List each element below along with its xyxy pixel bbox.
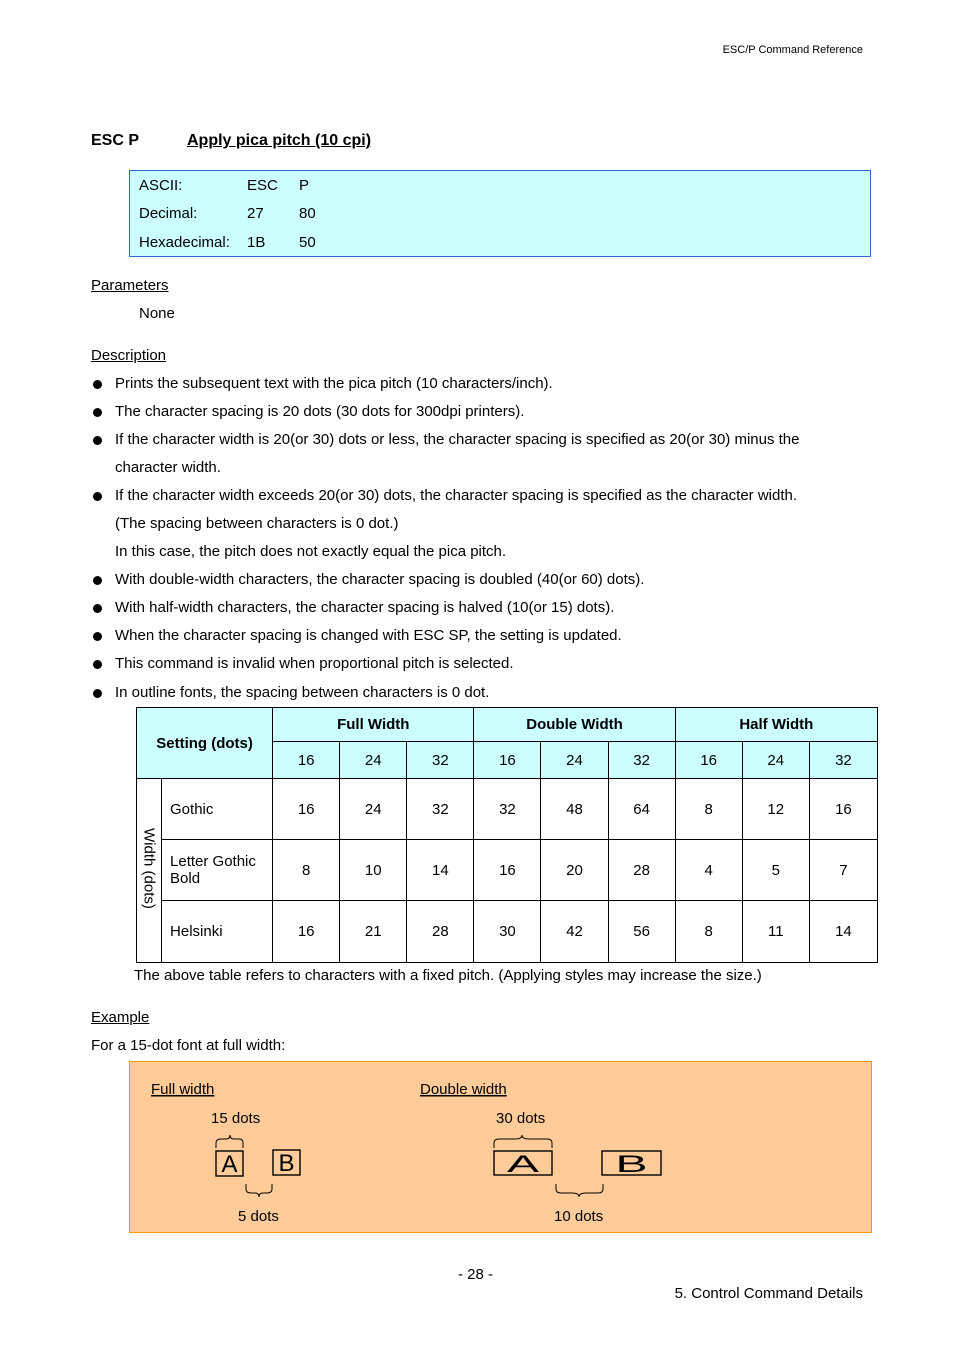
value-cell: 12: [742, 779, 809, 840]
double-width-title: Double width: [420, 1081, 507, 1098]
size-header: 16: [273, 742, 340, 779]
full-char-brace: [216, 1135, 243, 1148]
value-cell: 7: [809, 840, 877, 901]
group-header: Double Width: [474, 708, 675, 742]
group-header: Half Width: [675, 708, 877, 742]
command-heading: [91, 132, 371, 150]
value-cell: 32: [474, 779, 541, 840]
value-cell: 24: [340, 779, 407, 840]
font-name-cell: Letter Gothic Bold: [162, 840, 273, 901]
value-cell: 16: [474, 840, 541, 901]
code-value: 80: [299, 205, 316, 222]
table-row: [137, 840, 878, 901]
bullet-icon: [93, 660, 102, 669]
value-cell: 10: [340, 840, 407, 901]
example-intro: For a 15-dot font at full width:: [91, 1037, 286, 1054]
value-cell: 28: [407, 901, 474, 963]
size-header: 24: [742, 742, 809, 779]
bullet-icon: [93, 436, 102, 445]
size-header: 24: [541, 742, 608, 779]
description-line: The character spacing is 20 dots (30 dots for 300dpi printers).: [115, 403, 525, 420]
double-gap-label: 10 dots: [554, 1208, 604, 1225]
code-label: ASCII:: [139, 177, 183, 194]
table-row: [137, 779, 878, 840]
value-cell: 42: [541, 901, 608, 963]
value-cell: 16: [273, 901, 340, 963]
full-char-a: A: [221, 1151, 238, 1178]
value-cell: 20: [541, 840, 608, 901]
bullet-icon: [93, 604, 102, 613]
command-title: Apply pica pitch (10 cpi): [187, 132, 372, 149]
bullet-icon: [93, 689, 102, 698]
font-name-cell: Gothic: [162, 779, 273, 840]
code-label: Decimal:: [139, 205, 198, 222]
example-box: [129, 1061, 872, 1233]
size-header: 32: [809, 742, 877, 779]
description-line: In this case, the pitch does not exactly equal the pica pitch.: [115, 543, 507, 560]
description-line: (The spacing between characters is 0 dot.): [115, 515, 399, 532]
bullet-icon: [93, 408, 102, 417]
value-cell: 56: [608, 901, 675, 963]
code-value: ESC: [247, 177, 278, 194]
code-value: 27: [247, 205, 264, 222]
value-cell: 11: [742, 901, 809, 963]
value-cell: 21: [340, 901, 407, 963]
bullet-icon: [93, 576, 102, 585]
page-number: - 28 -: [458, 1266, 494, 1283]
description-line: With double-width characters, the character spacing is doubled (40(or 60) dots).: [115, 571, 645, 588]
description-heading: Description: [91, 347, 167, 364]
parameters-value: None: [139, 305, 175, 322]
value-cell: 14: [809, 901, 877, 963]
description-line: character width.: [115, 459, 221, 476]
row-axis-label: Width (dots): [140, 828, 158, 909]
full-char-b: B: [278, 1150, 295, 1177]
value-cell: 16: [273, 779, 340, 840]
value-cell: 8: [675, 901, 742, 963]
description-line: When the character spacing is changed with ESC SP, the setting is updated.: [115, 627, 622, 644]
double-char-b: B: [615, 1151, 648, 1178]
description-line: Prints the subsequent text with the pica pitch (10 characters/inch).: [115, 375, 553, 392]
code-box: [129, 170, 871, 257]
setting-header: Setting (dots): [137, 708, 273, 779]
double-gap-brace: [556, 1184, 603, 1197]
header-reference: ESC/P Command Reference: [722, 44, 863, 56]
value-cell: 30: [474, 901, 541, 963]
full-gap-brace: [246, 1184, 272, 1197]
value-cell: 32: [407, 779, 474, 840]
code-value: P: [299, 177, 310, 194]
size-header: 16: [474, 742, 541, 779]
value-cell: 5: [742, 840, 809, 901]
double-char-label: 30 dots: [496, 1110, 546, 1127]
parameters-heading: Parameters: [91, 277, 169, 294]
size-header: 16: [675, 742, 742, 779]
value-cell: 64: [608, 779, 675, 840]
footer-section: 5. Control Command Details: [674, 1285, 863, 1302]
value-cell: 16: [809, 779, 877, 840]
size-header: 32: [608, 742, 675, 779]
full-char-label: 15 dots: [211, 1110, 261, 1127]
group-header: Full Width: [273, 708, 474, 742]
full-width-title: Full width: [151, 1081, 215, 1098]
row-axis-cell: [137, 779, 162, 963]
table-note: The above table refers to characters with a fixed pitch. (Applying styles may increase the size.): [134, 967, 762, 984]
character-spacing-table: [136, 707, 878, 963]
code-value: 1B: [247, 234, 266, 251]
bullet-icon: [93, 492, 102, 501]
size-header: 32: [407, 742, 474, 779]
description-line: With half-width characters, the character spacing is halved (10(or 15) dots).: [115, 599, 615, 616]
description-line: This command is invalid when proportional pitch is selected.: [115, 655, 514, 672]
double-char-brace: [494, 1135, 552, 1148]
pitch-diagram: [130, 1062, 873, 1234]
value-cell: 28: [608, 840, 675, 901]
font-name-cell: Helsinki: [162, 901, 273, 963]
bullet-icon: [93, 632, 102, 641]
description-line: If the character width is 20(or 30) dots or less, the character spacing is specified as 20(or 30) minus the: [115, 431, 800, 448]
value-cell: 4: [675, 840, 742, 901]
value-cell: 48: [541, 779, 608, 840]
value-cell: 14: [407, 840, 474, 901]
full-gap-label: 5 dots: [238, 1208, 279, 1225]
value-cell: 8: [675, 779, 742, 840]
table-row: [137, 901, 878, 963]
description-line: If the character width exceeds 20(or 30) dots, the character spacing is specified as the character width.: [115, 487, 798, 504]
value-cell: 8: [273, 840, 340, 901]
bullet-icon: [93, 380, 102, 389]
double-char-a: A: [506, 1151, 540, 1178]
command-name: ESC P: [91, 132, 140, 149]
size-header: 24: [340, 742, 407, 779]
description-line: In outline fonts, the spacing between characters is 0 dot.: [115, 684, 490, 701]
example-heading: Example: [91, 1009, 150, 1026]
code-value: 50: [299, 234, 316, 251]
code-label: Hexadecimal:: [139, 234, 230, 251]
